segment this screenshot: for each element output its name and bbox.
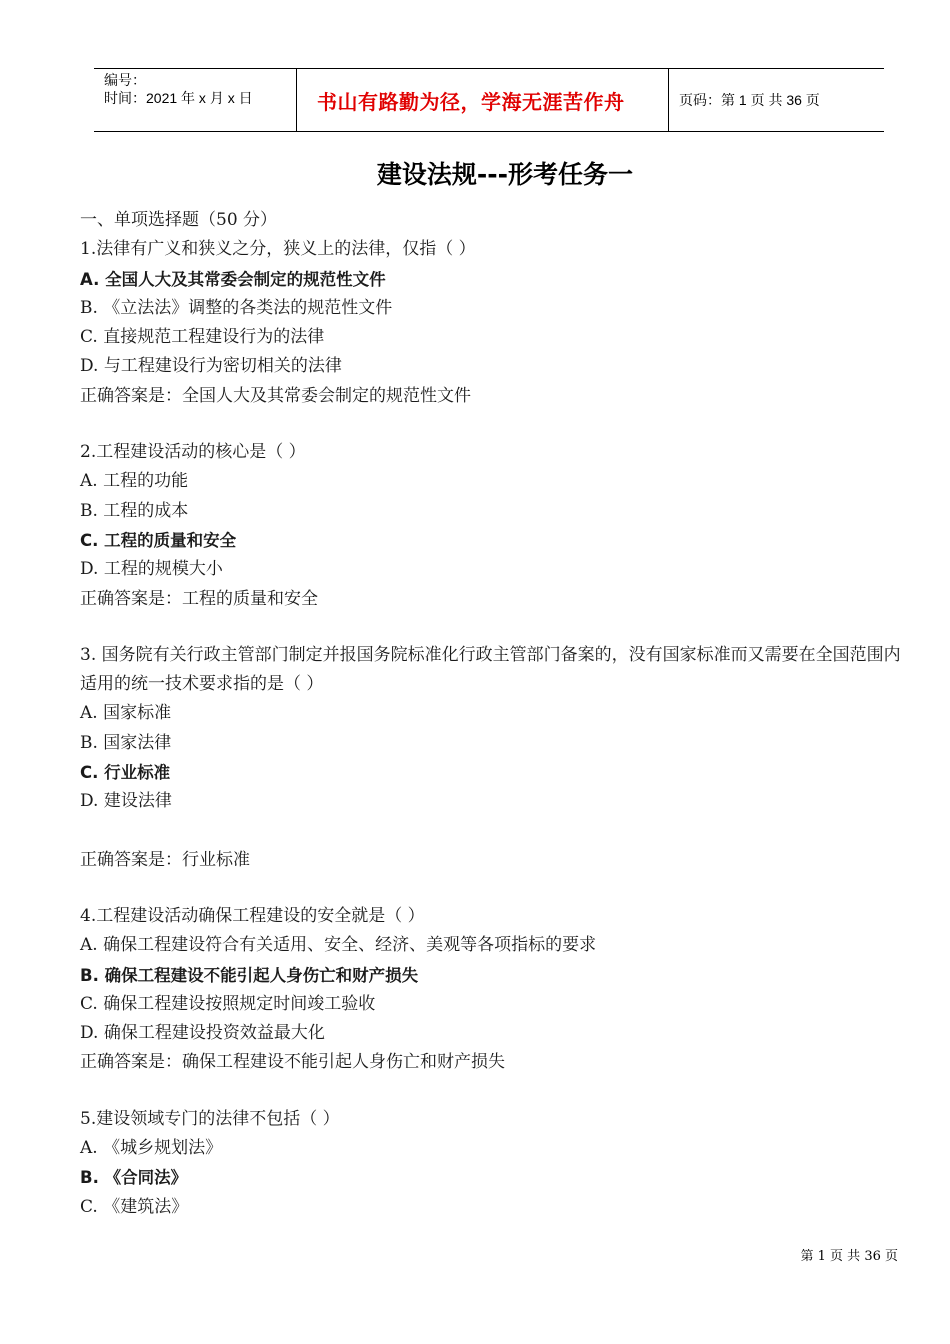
option-d: D. 建设法律: [80, 791, 172, 812]
option-c: C. 确保工程建设按照规定时间竣工验收: [80, 993, 376, 1014]
option-d: D. 与工程建设行为密切相关的法律: [80, 356, 342, 377]
correct-answer: 正确答案是：行业标准: [80, 849, 250, 870]
time-label: 时间：2021 年 x 月 x 日: [104, 90, 253, 106]
option-d: D. 工程的规模大小: [80, 559, 223, 580]
document-body: [80, 206, 905, 1222]
option-c: C. 《建筑法》: [80, 1196, 189, 1217]
header-meta: [94, 69, 296, 131]
spacer: [80, 817, 905, 846]
question-5: [80, 1105, 905, 1222]
number-label: 编号：: [104, 72, 146, 88]
question-2: [80, 438, 905, 614]
spacer: [80, 614, 905, 641]
option-b: B. 国家法律: [80, 732, 172, 753]
option-c-correct: C. 行业标准: [80, 763, 171, 783]
header-page-info: 页码：第 1 页 共 36 页: [679, 92, 820, 108]
question-stem: 1.法律有广义和狭义之分，狭义上的法律，仅指（ ）: [80, 239, 476, 260]
spacer: [80, 875, 905, 902]
option-b-correct: B. 《合同法》: [80, 1168, 188, 1188]
option-a: A. 确保工程建设符合有关适用、安全、经济、美观等各项指标的要求: [80, 935, 597, 956]
option-d: D. 确保工程建设投资效益最大化: [80, 1023, 325, 1044]
option-a: A. 《城乡规划法》: [80, 1138, 223, 1159]
correct-answer: 正确答案是：确保工程建设不能引起人身伤亡和财产损失: [80, 1052, 505, 1073]
correct-answer: 正确答案是：全国人大及其常委会制定的规范性文件: [80, 385, 471, 406]
question-stem: 2.工程建设活动的核心是（ ）: [80, 442, 306, 463]
option-a: A. 工程的功能: [80, 471, 189, 492]
question-3: [80, 641, 905, 875]
page-title: 建设法规---形考任务一: [376, 160, 634, 189]
question-1: [80, 235, 905, 411]
option-a: A. 国家标准: [80, 703, 172, 724]
question-4: [80, 902, 905, 1078]
option-b: B. 工程的成本: [80, 500, 189, 521]
option-b: B. 《立法法》调整的各类法的规范性文件: [80, 297, 393, 318]
option-c: C. 直接规范工程建设行为的法律: [80, 327, 325, 348]
correct-answer: 正确答案是：工程的质量和安全: [80, 588, 318, 609]
header-motto: 书山有路勤为径，学海无涯苦作舟: [296, 69, 669, 131]
page-footer: 第 1 页 共 36 页: [800, 1249, 898, 1264]
spacer: [80, 411, 905, 438]
option-b-correct: B. 确保工程建设不能引起人身伤亡和财产损失: [80, 965, 419, 985]
spacer: [80, 1078, 905, 1105]
question-stem: 5.建设领域专门的法律不包括（ ）: [80, 1108, 340, 1129]
option-a-correct: A. 全国人大及其常委会制定的规范性文件: [80, 269, 386, 289]
question-stem: 4.工程建设活动确保工程建设的安全就是（ ）: [80, 905, 425, 926]
option-c-correct: C. 工程的质量和安全: [80, 530, 237, 550]
document-header: [94, 68, 884, 132]
question-stem: 3. 国务院有关行政主管部门制定并报国务院标准化行政主管部门备案的，没有国家标准而又需要在全国范围内适用的统一技术要求指的是（ ）: [80, 644, 901, 695]
section-heading: 一、单项选择题（50 分）: [80, 210, 278, 230]
